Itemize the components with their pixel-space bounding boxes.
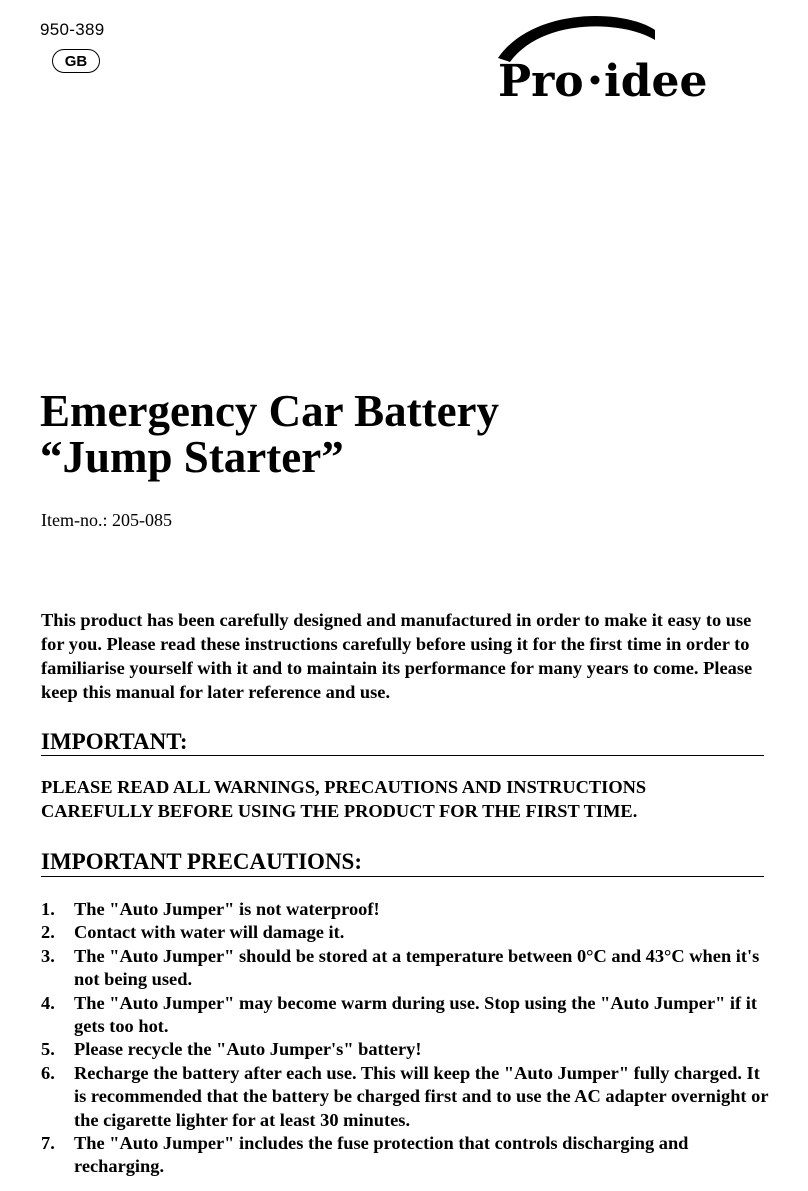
list-item-number: 1.	[41, 899, 55, 919]
language-badge: GB	[52, 49, 100, 73]
list-item-text: Contact with water will damage it.	[74, 922, 345, 943]
list-item	[41, 921, 769, 944]
precautions-list	[41, 898, 769, 1179]
intro-paragraph: This product has been carefully designed and manufactured in order to make it easy to use for you. Please read these instructions carefully before using it for the first time in order to familiarise yourself with it and to maintain its performance for many years to come. Please keep this manual for later reference and use.	[41, 610, 753, 702]
title-line-1: Emergency Car Battery	[40, 386, 500, 436]
important-warning	[41, 775, 766, 823]
list-item	[41, 898, 769, 921]
important-heading: IMPORTANT:	[41, 729, 188, 754]
svg-text:Pro: Pro	[498, 56, 584, 107]
title-line-2: “Jump Starter”	[40, 432, 344, 482]
list-item-text: The "Auto Jumper" should be stored at a temperature between 0°C and 43°C when it's not being used.	[74, 945, 760, 990]
list-item	[41, 1132, 769, 1179]
list-item-number: 3.	[41, 945, 55, 966]
list-item	[41, 1062, 769, 1132]
warning-line-1: PLEASE READ ALL WARNINGS, PRECAUTIONS AND INSTRUCTIONS	[41, 777, 647, 797]
list-item-number: 7.	[41, 1133, 55, 1154]
list-item-text: The "Auto Jumper" includes the fuse protection that controls discharging and recharging.	[74, 1133, 689, 1177]
svg-text:idee: idee	[604, 56, 708, 107]
list-item-number: 4.	[41, 992, 55, 1013]
list-item-text: Recharge the battery after each use. This will keep the "Auto Jumper" fully charged. It is recommended that the battery be charged first and to use the AC adapter overnight or the cigarette lighter for at least 30 minutes.	[74, 1062, 769, 1130]
list-item-text: The "Auto Jumper" is not waterproof!	[74, 899, 380, 919]
precautions-divider	[41, 876, 764, 877]
list-item-number: 2.	[41, 922, 55, 943]
precautions-heading: IMPORTANT PRECAUTIONS:	[41, 849, 363, 874]
item-number: Item-no.: 205-085	[41, 510, 172, 530]
list-item-text: The "Auto Jumper" may become warm during use. Stop using the "Auto Jumper" if it gets too hot.	[74, 992, 757, 1037]
item-code: 950-389	[40, 20, 105, 39]
list-item	[41, 992, 769, 1039]
list-item	[41, 1038, 769, 1061]
important-divider	[41, 755, 764, 756]
list-item-number: 6.	[41, 1062, 55, 1083]
list-item	[41, 945, 769, 992]
list-item-number: 5.	[41, 1039, 55, 1060]
document-title	[40, 388, 499, 480]
warning-line-2: CAREFULLY BEFORE USING THE PRODUCT FOR THE FIRST TIME.	[41, 801, 638, 821]
list-item-text: Please recycle the "Auto Jumper's" battery!	[74, 1039, 422, 1060]
brand-logo	[492, 10, 772, 110]
